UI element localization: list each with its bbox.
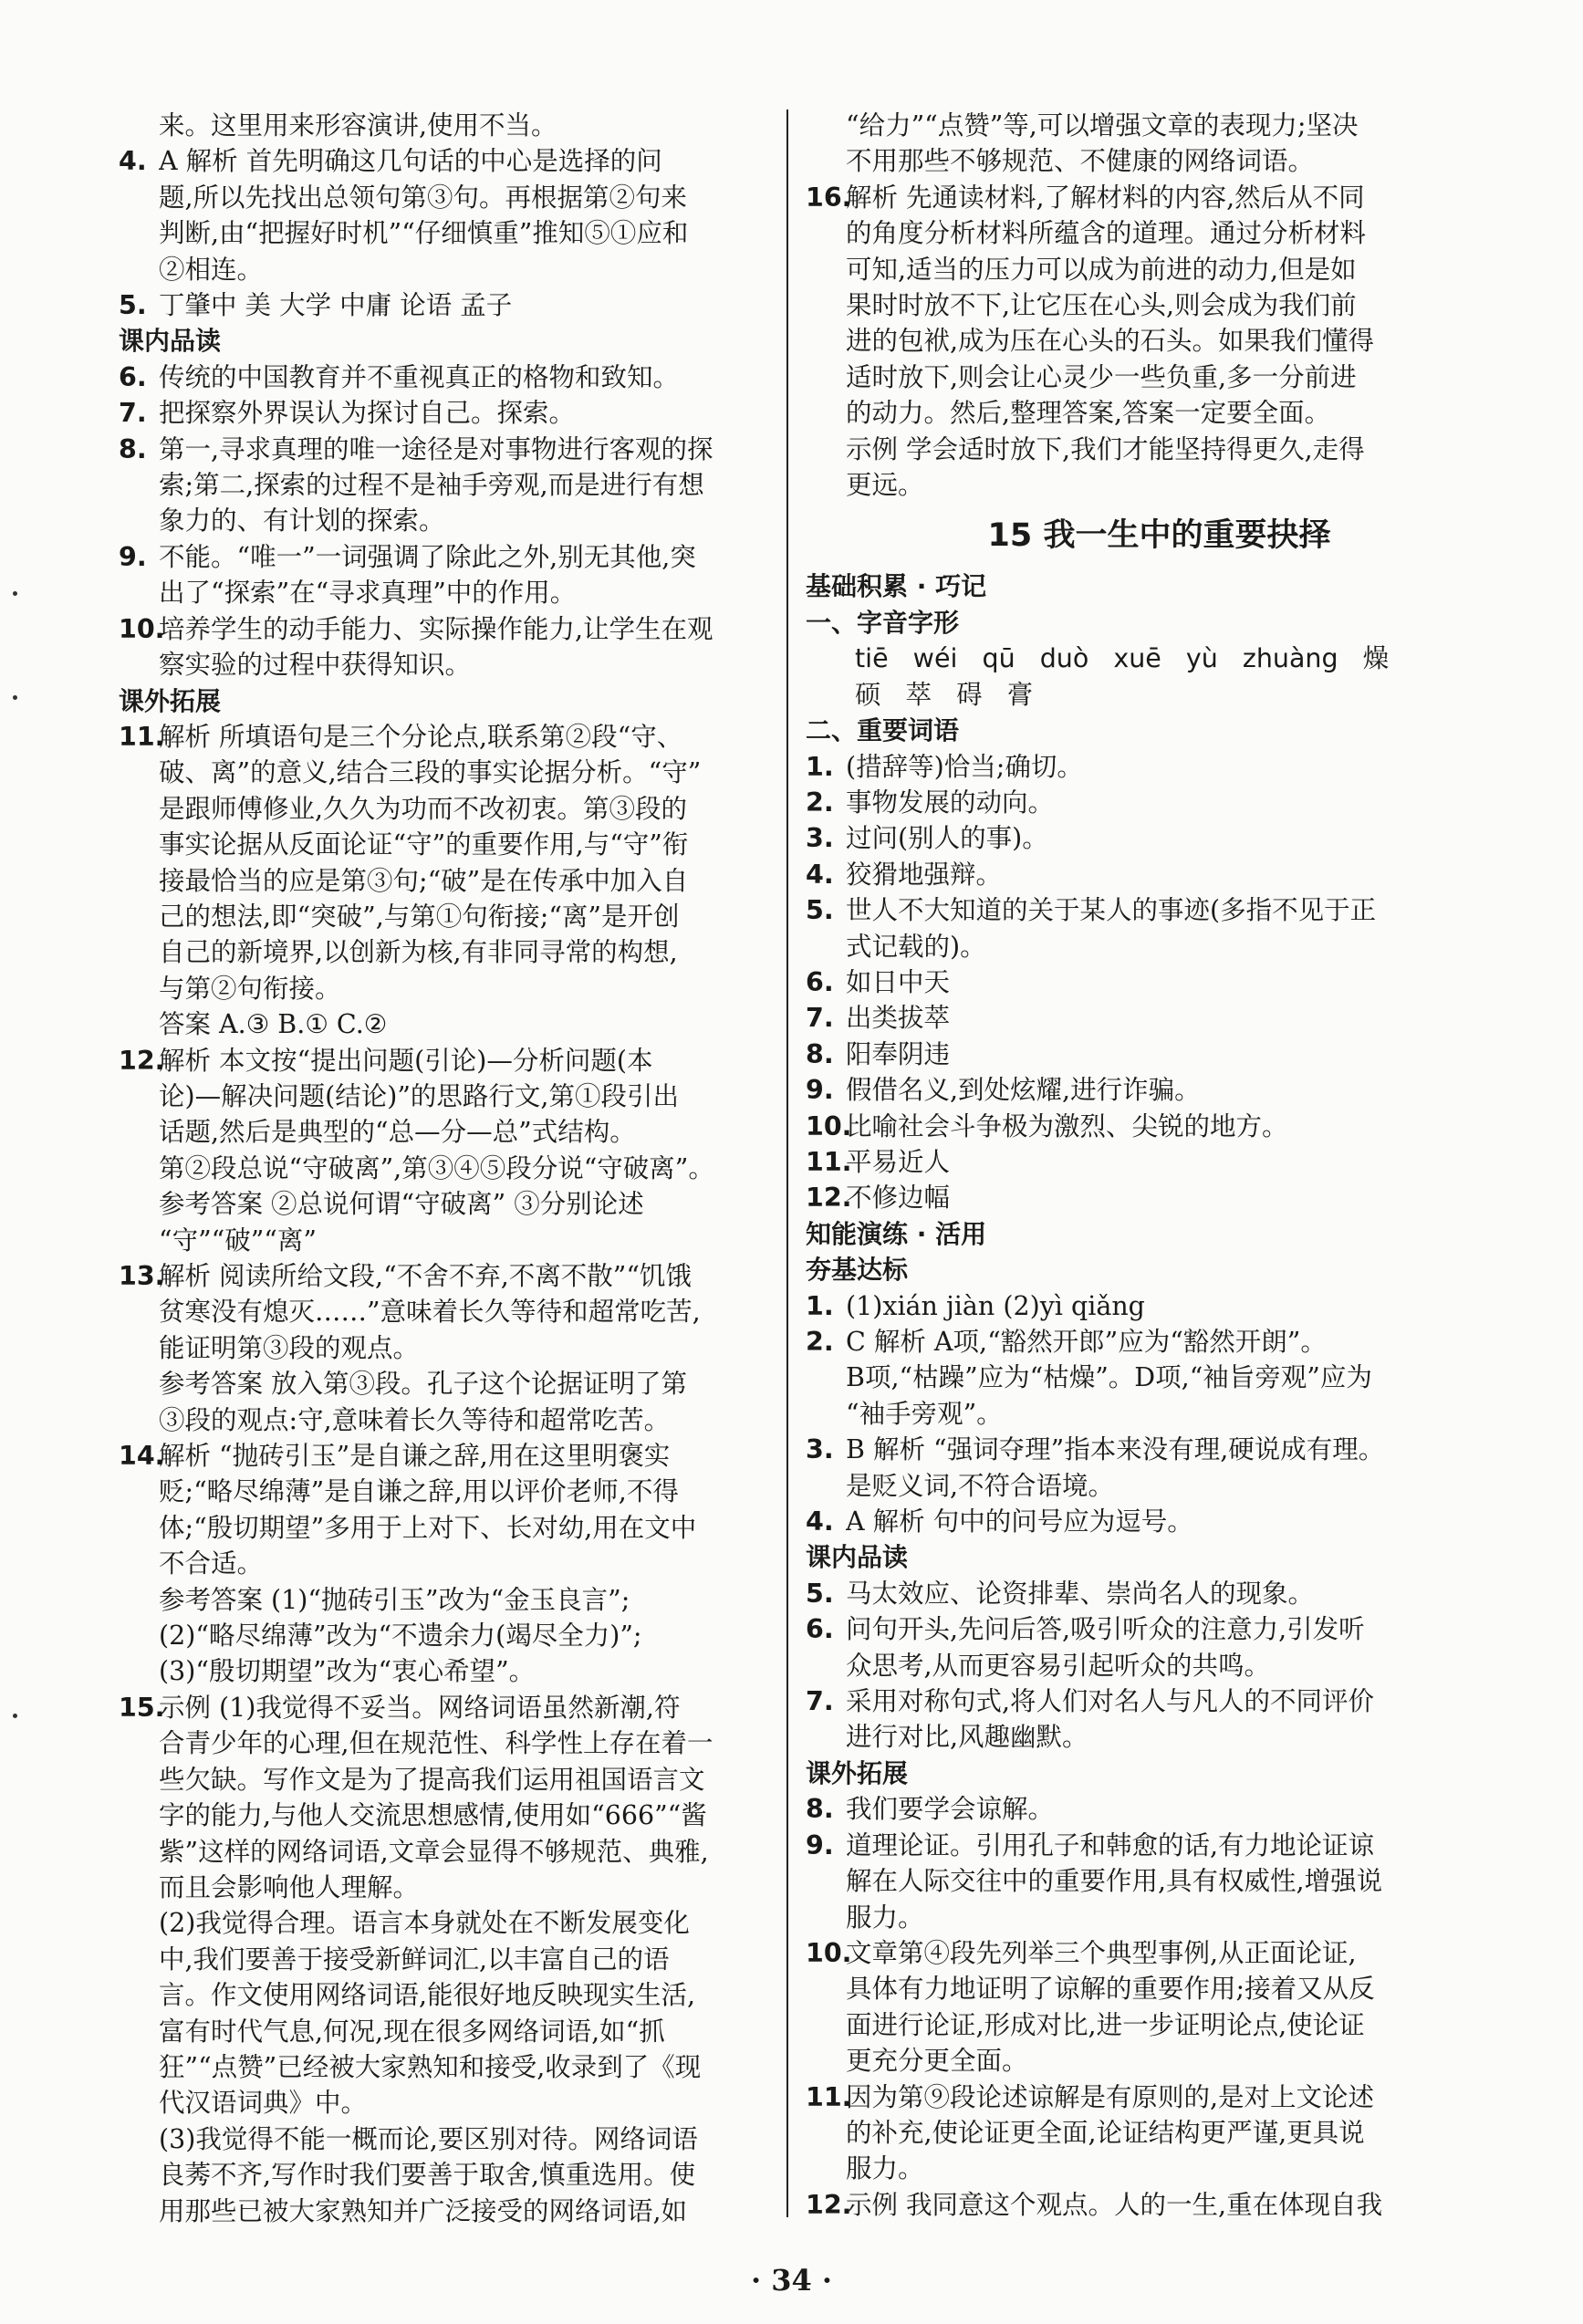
section-heading: 课内品读: [806, 1542, 909, 1573]
answer-item: [806, 892, 1485, 964]
item-line: 话题,然后是典型的“总—分—总”式结构。: [159, 1117, 636, 1148]
item-number: 4.: [806, 859, 834, 890]
lesson-title: 15 我一生中的重要抉择: [987, 517, 1331, 555]
item-number: 7.: [806, 1003, 834, 1034]
item-line: 我们要学会谅解。: [846, 1794, 1055, 1825]
item-number: 15.: [119, 1692, 165, 1723]
item-line: 是贬义词,不符合语境。: [846, 1470, 1115, 1501]
item-answer: 答案 A.③ B.① C.②: [159, 1009, 388, 1040]
answer-item: [806, 180, 1485, 504]
answer-item: [806, 1037, 1485, 1072]
item-line: 而且会影响他人理解。: [159, 1871, 420, 1902]
item-line: 进的包袱,成为压在心头的石头。如果我们懂得: [846, 326, 1375, 357]
item-line: 象力的、有计划的探索。: [159, 505, 445, 537]
answer-item: [806, 2079, 1485, 2187]
item-line: 言。作文使用网络词语,能很好地反映现实生活,: [159, 1980, 696, 2011]
section-heading: 课内品读: [119, 326, 222, 357]
item-number: 1.: [806, 1290, 834, 1321]
answer-item: [806, 1324, 1485, 1432]
item-answer: (3)“殷切期望”改为“衷心希望”。: [159, 1656, 536, 1687]
item-line: 出了“探索”在“寻求真理”中的作用。: [159, 578, 577, 609]
answer-item: [806, 964, 1485, 1000]
item-number: 12.: [119, 1045, 165, 1076]
item-number: 7.: [119, 398, 147, 429]
answer-item: [119, 287, 798, 323]
answer-item: [119, 395, 798, 431]
item-number: 3.: [806, 1434, 834, 1465]
item-line: 众思考,从而更容易引起听众的共鸣。: [846, 1650, 1271, 1681]
item-number: 3.: [806, 823, 834, 854]
item-line: 第一,寻求真理的唯一途径是对事物进行客观的探: [159, 433, 713, 464]
item-line: 解析 本文按“提出问题(引论)—分析问题(本: [159, 1045, 653, 1076]
answer-item: [806, 857, 1485, 892]
item-line: 紫”这样的网络词语,文章会显得不够规范、典雅,: [159, 1836, 709, 1867]
item-line: 进行对比,风趣幽默。: [846, 1722, 1088, 1753]
item-line: 些欠缺。写作文是为了提高我们运用祖国语言文: [159, 1764, 705, 1795]
item-answer: 参考答案 (1)“抛砖引玉”改为“金玉良言”;: [159, 1584, 630, 1615]
answer-item: [119, 1043, 798, 1258]
item-line: 贫寒没有熄灭……”意味着长久等待和超常吃苦,: [159, 1297, 701, 1328]
item-line: 第②段总说“守破离”,第③④⑤段分说“守破离”。: [159, 1152, 714, 1183]
item-number: 6.: [119, 361, 147, 392]
item-answer: ③段的观点:守,意味着长久等待和超常吃苦。: [159, 1404, 671, 1435]
item-line: 采用对称句式,将人们对名人与凡人的不同评价: [846, 1686, 1375, 1717]
item-line: 解析 “抛砖引玉”是自谦之辞,用在这里明褒实: [159, 1441, 671, 1472]
item-line: 果时时放不下,让它压在心头,则会成为我们前: [846, 290, 1357, 321]
item-line: 具体有力地证明了谅解的重要作用;接着又从反: [846, 1974, 1375, 2005]
item-line: 马太效应、论资排辈、崇尚名人的现象。: [846, 1578, 1315, 1609]
item-line: (3)我觉得不能一概而论,要区别对待。网络词语: [159, 2123, 698, 2154]
item-line: 假借名义,到处炫耀,进行诈骗。: [846, 1075, 1201, 1106]
item-number: 11.: [119, 721, 165, 752]
item-line: 的补充,使论证更全面,论证结构更严谨,更具说: [846, 2117, 1365, 2148]
item-line: 判断,由“把握好时机”“仔细慎重”推知⑤①应和: [159, 218, 689, 249]
item-answer: (2)“略尽绵薄”改为“不遗余力(竭尽全力)”;: [159, 1621, 642, 1652]
answer-item: [806, 1288, 1485, 1324]
answer-item: [806, 1576, 1485, 1611]
item-line: 服力。: [846, 1902, 924, 1933]
item-answer: 参考答案 放入第③段。孔子这个论据证明了第: [159, 1369, 688, 1400]
item-line: 题,所以先找出总领句第③句。再根据第②句来: [159, 182, 688, 213]
subsection-heading: 二、重要词语: [806, 715, 960, 746]
answer-item: [119, 611, 798, 683]
section-heading: 基础积累 · 巧记: [806, 571, 987, 602]
item-line: A 解析 首先明确这几句话的中心是选择的问: [159, 146, 662, 177]
item-line: 破、离”的意义,结合三段的事实论据分析。“守”: [159, 757, 702, 788]
item-line: 察实验的过程中获得知识。: [159, 650, 472, 681]
answer-item: [806, 820, 1485, 856]
item-number: 7.: [806, 1686, 834, 1717]
item-line: 事物发展的动向。: [846, 787, 1055, 818]
answer-item: [806, 1828, 1485, 1935]
item-line: 能证明第③段的观点。: [159, 1332, 420, 1363]
answer-item: [806, 1000, 1485, 1036]
item-number: 9.: [119, 541, 147, 572]
margin-dot: [13, 591, 17, 596]
item-line: 平易近人: [846, 1146, 951, 1177]
item-number: 8.: [806, 1038, 834, 1069]
item-line: 过问(别人的事)。: [846, 823, 1048, 854]
answer-item: [806, 2187, 1485, 2223]
item-number: 2.: [806, 1327, 834, 1357]
item-line: 接最恰当的应是第③句;“破”是在传承中加入自: [159, 865, 689, 896]
item-line: 传统的中国教育并不重视真正的格物和致知。: [159, 361, 680, 392]
item-number: 9.: [806, 1075, 834, 1106]
item-number: 12.: [806, 2189, 852, 2220]
item-number: 13.: [119, 1261, 165, 1291]
item-line: B项,“枯躁”应为“枯燥”。D项,“袖旨旁观”应为: [846, 1362, 1372, 1393]
item-number: 12.: [806, 1183, 852, 1214]
answer-item: [119, 1258, 798, 1438]
item-line: “袖手旁观”。: [846, 1398, 1003, 1429]
item-line: 良莠不齐,写作时我们要善于取舍,慎重选用。使: [159, 2160, 696, 2191]
answer-item: [806, 749, 1485, 785]
item-line: (1)xián jiàn (2)yì qiǎng: [846, 1290, 1145, 1321]
item-line: 丁肇中 美 大学 中庸 论语 孟子: [159, 290, 513, 321]
item-line: 狡猾地强辩。: [846, 859, 1003, 890]
item-number: 8.: [119, 433, 147, 464]
item-line: 狂”“点赞”已经被大家熟知和接受,收录到了《现: [159, 2051, 702, 2082]
item-line: 自己的新境界,以创新为核,有非同寻常的构想,: [159, 937, 678, 968]
item-line: 不合适。: [159, 1548, 264, 1579]
item-line: 论)—解决问题(结论)”的思路行文,第①段引出: [159, 1080, 679, 1111]
item-line: (2)我觉得合理。语言本身就处在不断发展变化: [159, 1908, 690, 1939]
item-line: 不修边幅: [846, 1183, 951, 1214]
item-line: 不能。“唯一”一词强调了除此之外,别无其他,突: [159, 541, 696, 572]
item-number: 10.: [119, 613, 165, 644]
section-heading: 课外拓展: [806, 1757, 909, 1788]
answer-item: [119, 143, 798, 287]
item-number: 11.: [806, 2081, 852, 2112]
section-heading: 知能演练 · 活用: [806, 1218, 987, 1249]
item-line: 己的想法,即“突破”,与第①句衔接;“离”是开创: [159, 901, 680, 932]
item-line: 富有时代气息,何况,现在很多网络词语,如“抓: [159, 2016, 665, 2047]
item-number: 5.: [119, 290, 147, 321]
item-line: 文章第④段先列举三个典型事例,从正面论证,: [846, 1937, 1357, 1968]
item-answer: “守”“破”“离”: [159, 1225, 317, 1256]
item-number: 1.: [806, 751, 834, 782]
subsection-heading: 一、字音字形: [806, 607, 960, 638]
answer-item: [806, 1180, 1485, 1215]
item-line: ②相连。: [159, 254, 264, 285]
item-line: 贬;“略尽绵薄”是自谦之辞,用以评价老师,不得: [159, 1476, 679, 1507]
item-line: 如日中天: [846, 966, 951, 997]
answer-item: [806, 1144, 1485, 1180]
item-line: A 解析 句中的问号应为逗号。: [846, 1506, 1193, 1537]
answer-item: [119, 360, 798, 395]
item-line: 合青少年的心理,但在规范性、科学性上存在着一: [159, 1728, 713, 1759]
item-line: 服力。: [846, 2153, 924, 2184]
item-line: 面进行论证,形成对比,进一步证明论点,使论证: [846, 2009, 1365, 2040]
pinyin-answers: tiē wéi qū duò xuē yù zhuàng 燥: [855, 643, 1390, 674]
answer-item: [806, 1109, 1485, 1144]
right-column: [806, 108, 1485, 2223]
continued-text: 不用那些不够规范、不健康的网络词语。: [846, 146, 1315, 177]
subsection-heading: 夯基达标: [806, 1255, 909, 1286]
item-number: 2.: [806, 787, 834, 818]
item-line: 的动力。然后,整理答案,答案一定要全面。: [846, 398, 1331, 429]
item-line: 字的能力,与他人交流思想感情,使用如“666”“酱: [159, 1800, 707, 1831]
item-line: 更远。: [846, 470, 924, 501]
item-line: 代汉语词典》中。: [159, 2088, 368, 2119]
item-line: 道理论证。引用孔子和韩愈的话,有力地论证谅: [846, 1829, 1375, 1860]
item-number: 9.: [806, 1829, 834, 1860]
item-number: 11.: [806, 1146, 852, 1177]
answer-item: [119, 1690, 798, 2229]
item-line: 示例 (1)我觉得不妥当。网络词语虽然新潮,符: [159, 1692, 681, 1723]
item-line: 培养学生的动手能力、实际操作能力,让学生在观: [159, 613, 713, 644]
margin-dot: [13, 695, 17, 700]
item-number: 5.: [806, 1578, 834, 1609]
item-line: 与第②句衔接。: [159, 973, 341, 1004]
item-line: 式记载的)。: [846, 931, 986, 962]
answer-item: [119, 539, 798, 611]
page-number: · 34 ·: [750, 2263, 833, 2298]
item-number: 5.: [806, 895, 834, 926]
item-number: 4.: [119, 146, 147, 177]
item-line: 出类拔萃: [846, 1003, 951, 1034]
margin-dot: [13, 1714, 17, 1718]
answer-item: [806, 1791, 1485, 1827]
item-line: 把探察外界误认为探讨自己。探索。: [159, 398, 576, 429]
item-line: 问句开头,先问后答,吸引听众的注意力,引发听: [846, 1614, 1365, 1645]
answer-item: [806, 1432, 1485, 1504]
item-line: 是跟师傅修业,久久为功而不改初衷。第③段的: [159, 793, 688, 824]
item-line: 解析 先通读材料,了解材料的内容,然后从不同: [846, 182, 1365, 213]
item-line: 的角度分析材料所蕴含的道理。通过分析材料: [846, 218, 1367, 249]
answer-item: [806, 785, 1485, 820]
item-number: 10.: [806, 1110, 852, 1141]
continued-text: 来。这里用来形容演讲,使用不当。: [159, 110, 557, 141]
item-line: 比喻社会斗争极为激烈、尖锐的地方。: [846, 1110, 1288, 1141]
item-number: 14.: [119, 1441, 165, 1472]
item-line: 更充分更全面。: [846, 2046, 1028, 2077]
answer-item: [119, 719, 798, 1043]
answer-item: [119, 432, 798, 539]
item-number: 6.: [806, 966, 834, 997]
item-line: 解析 阅读所给文段,“不舍不弃,不离不散”“饥饿: [159, 1261, 692, 1291]
item-line: 世人不大知道的关于某人的事迹(多指不见于正: [846, 895, 1377, 926]
item-line: 解析 所填语句是三个分论点,联系第②段“守、: [159, 721, 683, 752]
item-line: 因为第⑨段论述谅解是有原则的,是对上文论述: [846, 2081, 1375, 2112]
item-line: 用那些已被大家熟知并广泛接受的网络词语,如: [159, 2195, 688, 2226]
item-line: (措辞等)恰当;确切。: [846, 751, 1083, 782]
answer-item: [806, 1504, 1485, 1539]
answer-item: [806, 1611, 1485, 1683]
item-number: 4.: [806, 1506, 834, 1537]
item-line: B 解析 “强词夺理”指本来没有理,硬说成有理。: [846, 1434, 1385, 1465]
item-line: 解在人际交往中的重要作用,具有权威性,增强说: [846, 1866, 1383, 1897]
item-number: 6.: [806, 1614, 834, 1645]
item-line: 索;第二,探索的过程不是袖手旁观,而是进行有想: [159, 470, 704, 501]
continued-text: “给力”“点赞”等,可以增强文章的表现力;坚决: [846, 110, 1359, 141]
answer-item: [806, 1072, 1485, 1108]
answer-item: [119, 1438, 798, 1690]
item-line: 中,我们要善于接受新鲜词汇,以丰富自己的语: [159, 1944, 670, 1975]
item-number: 16.: [806, 182, 852, 213]
item-line: 阳奉阴违: [846, 1038, 951, 1069]
item-line: 示例 我同意这个观点。人的一生,重在体现自我: [846, 2189, 1383, 2220]
left-column: [119, 108, 798, 2229]
item-number: 8.: [806, 1794, 834, 1825]
item-line: 适时放下,则会让心灵少一些负重,多一分前进: [846, 361, 1357, 392]
answer-item: [806, 1935, 1485, 2079]
item-line: 可知,适当的压力可以成为前进的动力,但是如: [846, 254, 1357, 285]
item-line: 事实论据从反面论证“守”的重要作用,与“守”衔: [159, 829, 689, 860]
answer-item: [806, 1683, 1485, 1756]
section-heading: 课外拓展: [119, 685, 222, 716]
character-answers: 硕 萃 碍 膏: [855, 679, 1034, 710]
item-number: 10.: [806, 1937, 852, 1968]
item-line: 体;“殷切期望”多用于上对下、长对幼,用在文中: [159, 1512, 697, 1543]
item-line: C 解析 A项,“豁然开郎”应为“豁然开朗”。: [846, 1327, 1327, 1357]
item-line: 示例 学会适时放下,我们才能坚持得更久,走得: [846, 433, 1365, 464]
item-answer: 参考答案 ②总说何谓“守破离” ③分别论述: [159, 1189, 644, 1220]
